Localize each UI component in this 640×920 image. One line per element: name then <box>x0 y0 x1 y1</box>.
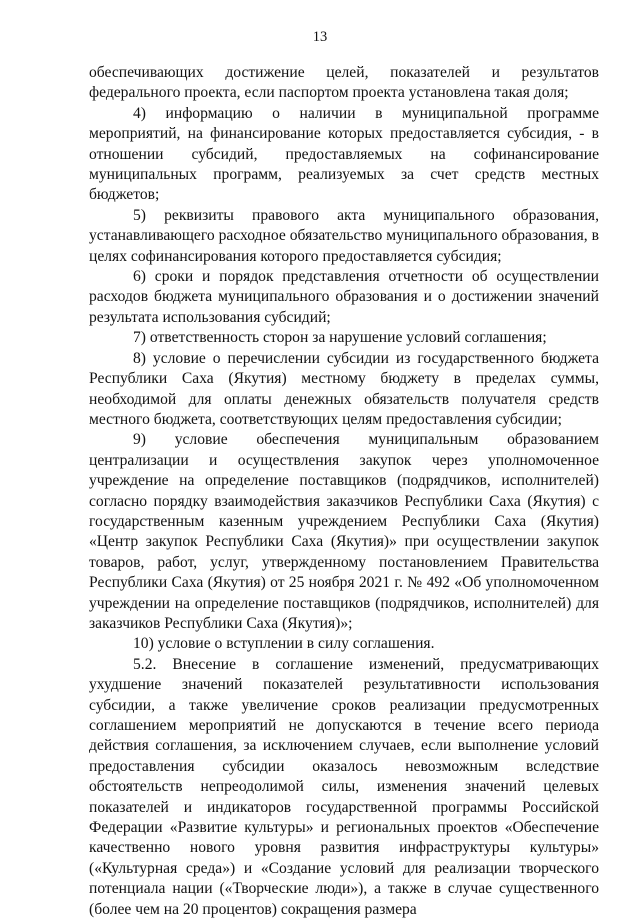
list-item-8: 8) условие о перечислении субсидии из государственного бюджета Республики Саха (Якутия) местному бюджету в пределах суммы, необходимой для оплаты денежных обязательств получателя средств местного бюджета, соответствующих целям предоставления субсидии; <box>89 349 599 428</box>
list-item-4: 4) информацию о наличии в муниципальной программе мероприятий, на финансирование которых предоставляется субсидия, - в отношении субсидий, предоставляемых на софинансирование муниципальных программ, реализуемых за счет средств местных бюджетов; <box>89 104 599 204</box>
paragraph-continuation: обеспечивающих достижение целей, показателей и результатов федерального проекта, если паспортом проекта установлена такая доля; <box>89 64 599 102</box>
list-item-10: 10) условие о вступлении в силу соглашения. <box>133 635 435 653</box>
list-item-5: 5) реквизиты правового акта муниципального образования, устанавливающего расходное обязательство муниципального образования, в целях софинансирования которого предоставляется субсидия; <box>89 206 599 265</box>
list-item-9: 9) условие обеспечения муниципальным образованием централизации и осуществления закупок через уполномоченное учреждение на определение поставщиков (подрядчиков, исполнителей) согласно порядку взаимодействия заказчиков Республики Саха (Якутия) с государственным казенным учреждением Республики Саха (Якутия) «Центр закупок Республики Саха (Якутия)» при осуществлении закупок товаров, работ, услуг, утвержденному постановлением Правительства Республики Саха (Якутия) от 25 ноября 2021 г. № 492 «Об уполномоченном учреждении на определение поставщиков (подрядчиков, исполнителей) для заказчиков Республики Саха (Якутия)»; <box>89 431 599 632</box>
document-body <box>89 63 599 920</box>
list-item-6: 6) сроки и порядок представления отчетности об осуществлении расходов бюджета муниципального образования и о достижении значений результата использования субсидий; <box>89 268 599 326</box>
list-item-7: 7) ответственность сторон за нарушение условий соглашения; <box>133 329 547 347</box>
page-number: 13 <box>312 29 328 45</box>
section-5-2: 5.2. Внесение в соглашение изменений, предусматривающих ухудшение значений показателей результативности использования субсидии, а также увеличение сроков реализации предусмотренных соглашением мероприятий не допускаются в течение всего периода действия соглашения, за исключением случаев, если выполнение условий предоставления субсидии оказалось невозможным вследствие обстоятельств непреодолимой силы, изменения значений целевых показателей и индикаторов государственной программы Российской Федерации «Развитие культуры» и региональных проектов «Обеспечение качественно нового уровня развития инфраструктуры культуры» («Культурная среда») и «Создание условий для реализации творческого потенциала нации («Творческие люди»), а также в случае существенного (более чем на 20 процентов) сокращения размера <box>89 655 599 918</box>
